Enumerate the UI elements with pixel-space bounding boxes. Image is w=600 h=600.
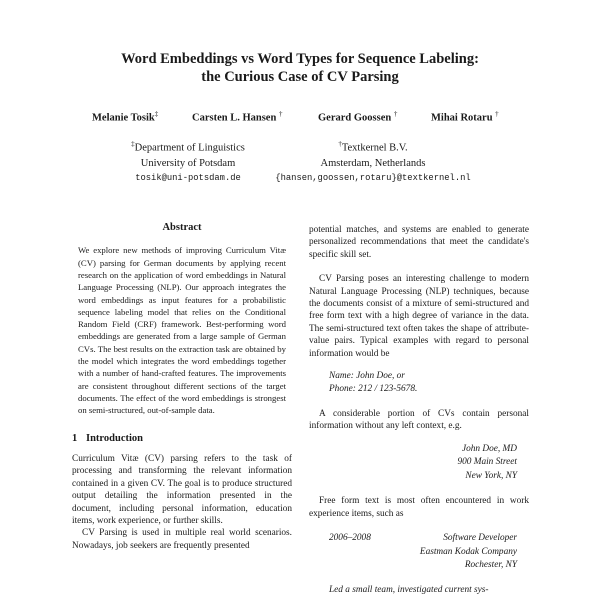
affiliation-email: {hansen,goossen,rotaru}@textkernel.nl (275, 172, 471, 183)
address-line: John Doe, MD (462, 443, 517, 454)
affiliation-mark: ‡ (131, 140, 135, 148)
author-mark: ‡ (154, 110, 159, 118)
author-name: Carsten L. Hansen (192, 112, 277, 124)
section-title: Introduction (86, 432, 143, 444)
affiliation-dept: Department of Linguistics (134, 142, 245, 154)
example-work-item (309, 532, 529, 576)
job-title: Software Developer (443, 533, 517, 544)
author-mark: † (495, 110, 499, 118)
left-column (72, 222, 292, 552)
address-line: 900 Main Street (457, 457, 517, 468)
example-phone: Phone: 212 / 123-5678. (329, 384, 418, 395)
intro-paragraph-2: CV Parsing is used in multiple real world scenarios. Nowadays, job seekers are frequently presented (72, 528, 292, 551)
affiliation-org: Amsterdam, Netherlands (320, 157, 426, 169)
affiliation-textkernel (258, 137, 488, 186)
job-company: Eastman Kodak Company (419, 546, 517, 557)
paper-title (60, 50, 540, 86)
job-location: Rochester, NY (464, 560, 517, 571)
affiliation-potsdam (118, 137, 258, 186)
title-line-1: Word Embeddings vs Word Types for Sequence Labeling: (121, 51, 479, 67)
example-name: Name: John Doe, or (329, 371, 405, 382)
abstract-heading: Abstract (162, 222, 202, 233)
paragraph-continued: potential matches, and systems are enabled to generate personalized recommendations that meet the candidate's specific skill set. (309, 225, 529, 260)
author-name: Gerard Goossen (318, 112, 392, 124)
title-line-2: the Curious Case of CV Parsing (201, 69, 399, 85)
paragraph-cv-challenge: CV Parsing poses an interesting challenge to modern Natural Language Processing (NLP) techniques, because the documents consist of a mixture of semi-structured and free form text with a high degree of variance in the data. The semi-structured text often takes the shape of attribute-value pairs. Typical examples with regard to personal information would be (309, 274, 529, 359)
author-name: Melanie Tosik (92, 112, 155, 124)
example-address (309, 443, 517, 484)
section-heading-introduction (72, 433, 292, 445)
author-4 (431, 110, 499, 124)
author-mark: † (278, 110, 283, 118)
address-line: New York, NY (465, 470, 517, 481)
author-2 (192, 110, 282, 124)
job-description: Led a small team, investigated current sys- (329, 585, 489, 596)
affiliation-dept: Textkernel B.V. (341, 142, 408, 154)
section-number: 1 (72, 432, 78, 444)
right-column (309, 224, 529, 597)
example-attribute-value (329, 370, 529, 396)
paragraph-free-form: Free form text is most often encountered in work experience items, such as (309, 496, 529, 519)
author-1 (92, 110, 158, 124)
author-name: Mihai Rotaru (431, 112, 493, 124)
abstract-text: We explore new methods of improving Curriculum Vitæ (CV) parsing for German documents by applying recent research on the application of word embeddings in Natural Language Processing (NLP). Our approach integrates the word embeddings as input features for a probabilistic sequence labeling model that relies on the Conditional Random Field (CRF) framework. Best-performing word embeddings are generated from a large sample of German CVs. The best results on the extraction task are obtained by the model which integrates the word embeddings together with a number of hand-crafted features. The improvements are consistent throughout different sections of the target documents. The effect of the word embeddings is strongest on semi-structured, out-of-sample data. (78, 245, 286, 416)
affiliation-email: tosik@uni-potsdam.de (135, 172, 241, 183)
paragraph-personal-info: A considerable portion of CVs contain personal information without any left context, e.g. (309, 409, 529, 432)
affiliation-org: University of Potsdam (140, 157, 236, 169)
intro-paragraph-1: Curriculum Vitæ (CV) parsing refers to the task of processing and transforming the relevant information contained in a given CV. The goal is to produce structured output detailing the information presented in the document, including personal information, education items, work experience, or further skills. (72, 453, 292, 526)
affiliation-mark: † (338, 140, 342, 148)
author-3 (318, 110, 397, 124)
job-date: 2006–2008 (329, 533, 371, 544)
author-mark: † (393, 110, 398, 118)
